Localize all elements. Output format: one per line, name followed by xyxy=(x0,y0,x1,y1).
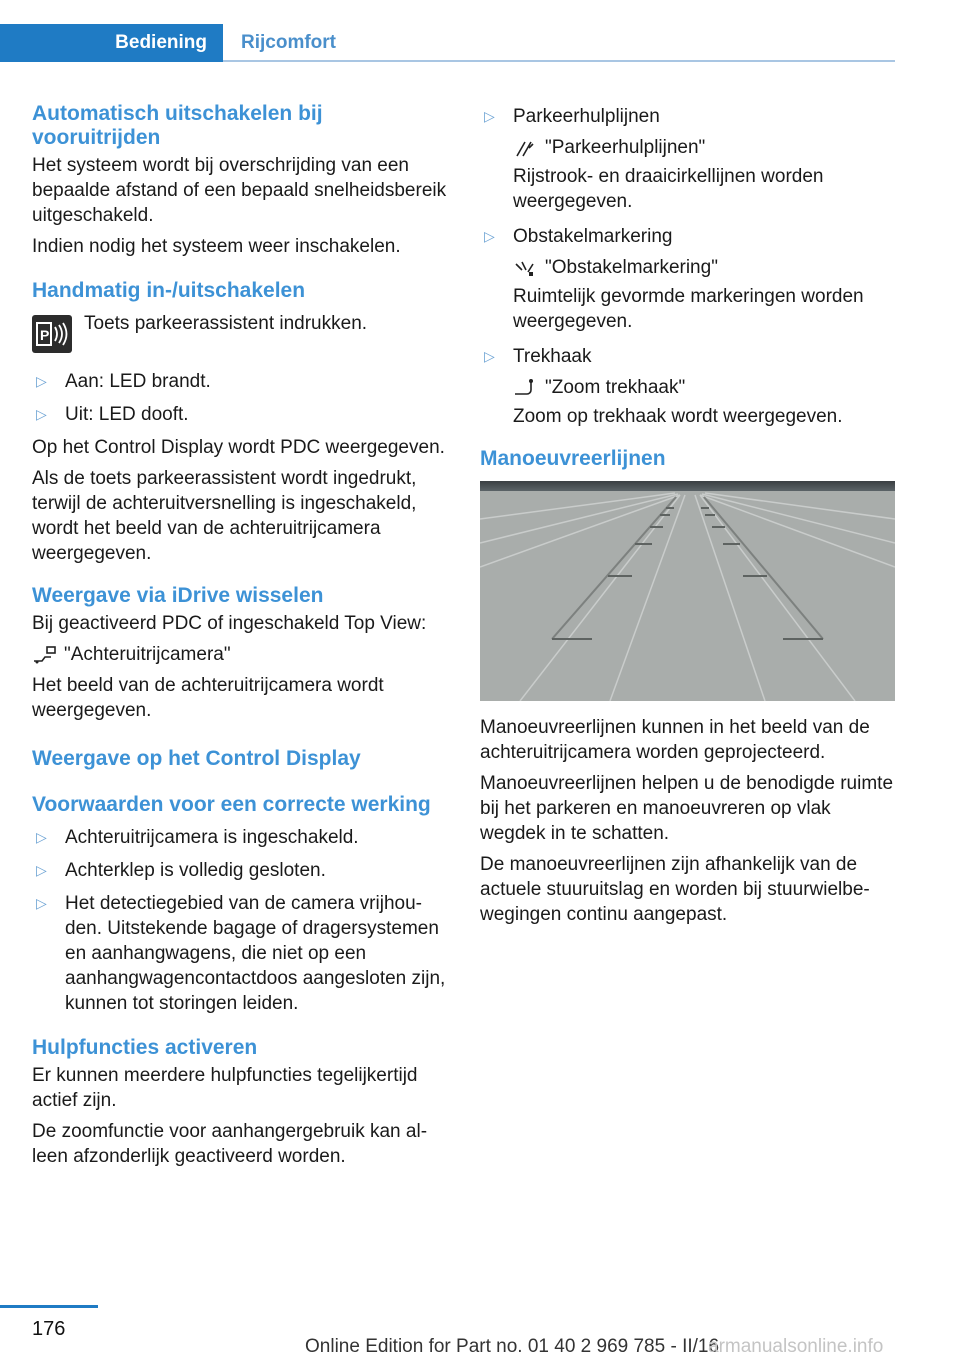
edition-text: Online Edition for Part no. 01 40 2 969 785 - II/16 xyxy=(305,1336,720,1357)
footer-line xyxy=(0,1305,98,1308)
assist-functions-list xyxy=(480,104,896,429)
page-number: 176 xyxy=(32,1318,66,1340)
section-title-assist-functions: Hulpfuncties activeren xyxy=(32,1036,258,1059)
menu-entry-rear-camera: "Achteruitrijcamera" xyxy=(32,642,452,667)
list-item-tow-hitch: ▷ Trekhaak "Zoom trekhaak" Zoom op trekhaak wordt weergegeven. xyxy=(480,344,896,429)
paragraph: Manoeuvreerlijnen helpen u de benodigde ruimte bij het parkeren en manoeuvreren op vlak wegdek in te schatten. xyxy=(480,773,894,844)
list-item: ▷ Het detectiegebied van de camera vrijhouden. Uitstekende bagage of dragersystemen en aanhangwagens, die niet op een aanhangwagencontactdoos aangesloten zijn, kunnen tot storingen leiden. xyxy=(36,893,446,1014)
paragraph: De manoeuvreerlijnen zijn afhankelijk van de actuele stuuruitslag en worden bij stuurwielbewegingen continu aangepast. xyxy=(480,854,870,925)
section-title-auto-off: Automatisch uitschakelen bij vooruitrijden xyxy=(32,102,323,149)
instruction-text: Toets parkeerassistent indrukken. xyxy=(84,313,368,334)
button-instruction xyxy=(32,311,452,355)
tow-hitch-icon xyxy=(513,378,539,398)
watermark: armanualsonline.info xyxy=(708,1336,884,1357)
paragraph: Op het Control Display wordt PDC weergegeven. xyxy=(32,437,445,458)
obstacle-marking-icon xyxy=(513,258,539,278)
paragraph: Het systeem wordt bij overschrijding van een bepaalde afstand of een bepaald snelheidsbereik uitgeschakeld. xyxy=(32,155,447,226)
header-divider xyxy=(223,60,895,62)
list-item-obstacle-marking: ▷ Obstakelmarkering "Obstakelmarkering" Ruimtelijk gevormde markeringen worden weergegeven. xyxy=(480,224,896,334)
parking-lines-icon xyxy=(513,138,539,158)
list-item: ▷ Uit: LED dooft. xyxy=(36,404,189,425)
list-item: ▷ Achteruitrijcamera is ingeschakeld. xyxy=(36,827,359,848)
paragraph: Bij geactiveerd PDC of ingeschakeld Top View: xyxy=(32,613,427,634)
paragraph: Indien nodig het systeem weer inschakelen. xyxy=(32,236,401,257)
paragraph: De zoomfunctie voor aanhangergebruik kan alleen afzonderlijk geactiveerd worden. xyxy=(32,1121,428,1167)
paragraph: Het beeld van de achteruitrijcamera wordt weergegeven. xyxy=(32,675,384,721)
section-title-control-display: Weergave op het Control Display xyxy=(32,747,361,770)
menu-entry: "Obstakelmarkering" xyxy=(513,255,896,280)
tab-rijcomfort[interactable]: Rijcomfort xyxy=(241,32,336,53)
list-item-parking-lines: ▷ Parkeerhulplijnen "Parkeerhulplijnen" Rijstrook- en draaicirkellijnen worden weergegeven. xyxy=(480,104,896,214)
paragraph: Er kunnen meerdere hulpfuncties tegelijkertijd actief zijn. xyxy=(32,1065,418,1111)
park-assist-button-icon xyxy=(32,315,72,353)
section-title-idrive: Weergave via iDrive wisselen xyxy=(32,584,324,607)
list-item: ▷ Aan: LED brandt. xyxy=(36,371,211,392)
tab-bediening[interactable]: Bediening xyxy=(0,24,223,62)
section-title-conditions: Voorwaarden voor een correcte werking xyxy=(32,793,431,816)
header-tabs xyxy=(0,24,895,62)
menu-entry: "Zoom trekhaak" xyxy=(513,375,896,400)
list-item: ▷ Achterklep is volledig gesloten. xyxy=(36,860,326,881)
maneuver-lines-image xyxy=(480,481,895,701)
menu-entry: "Parkeerhulplijnen" xyxy=(513,135,896,160)
led-status-list xyxy=(32,369,452,427)
rear-camera-icon xyxy=(32,645,58,665)
right-column xyxy=(480,104,896,933)
svg-text:P: P xyxy=(40,327,50,343)
left-column xyxy=(32,102,452,1175)
paragraph: Manoeuvreerlijnen kunnen in het beeld van de achteruitrijcamera worden geprojecteerd. xyxy=(480,717,870,763)
section-title-maneuver-lines: Manoeuvreerlijnen xyxy=(480,447,666,470)
section-title-manual: Handmatig in-/uitschakelen xyxy=(32,279,306,302)
paragraph: Als de toets parkeerassistent wordt ingedrukt, terwijl de achteruitversnelling is ingeschakeld, wordt het beeld van de achteruitrijcamera weergegeven. xyxy=(32,468,417,564)
conditions-list xyxy=(32,825,452,1016)
